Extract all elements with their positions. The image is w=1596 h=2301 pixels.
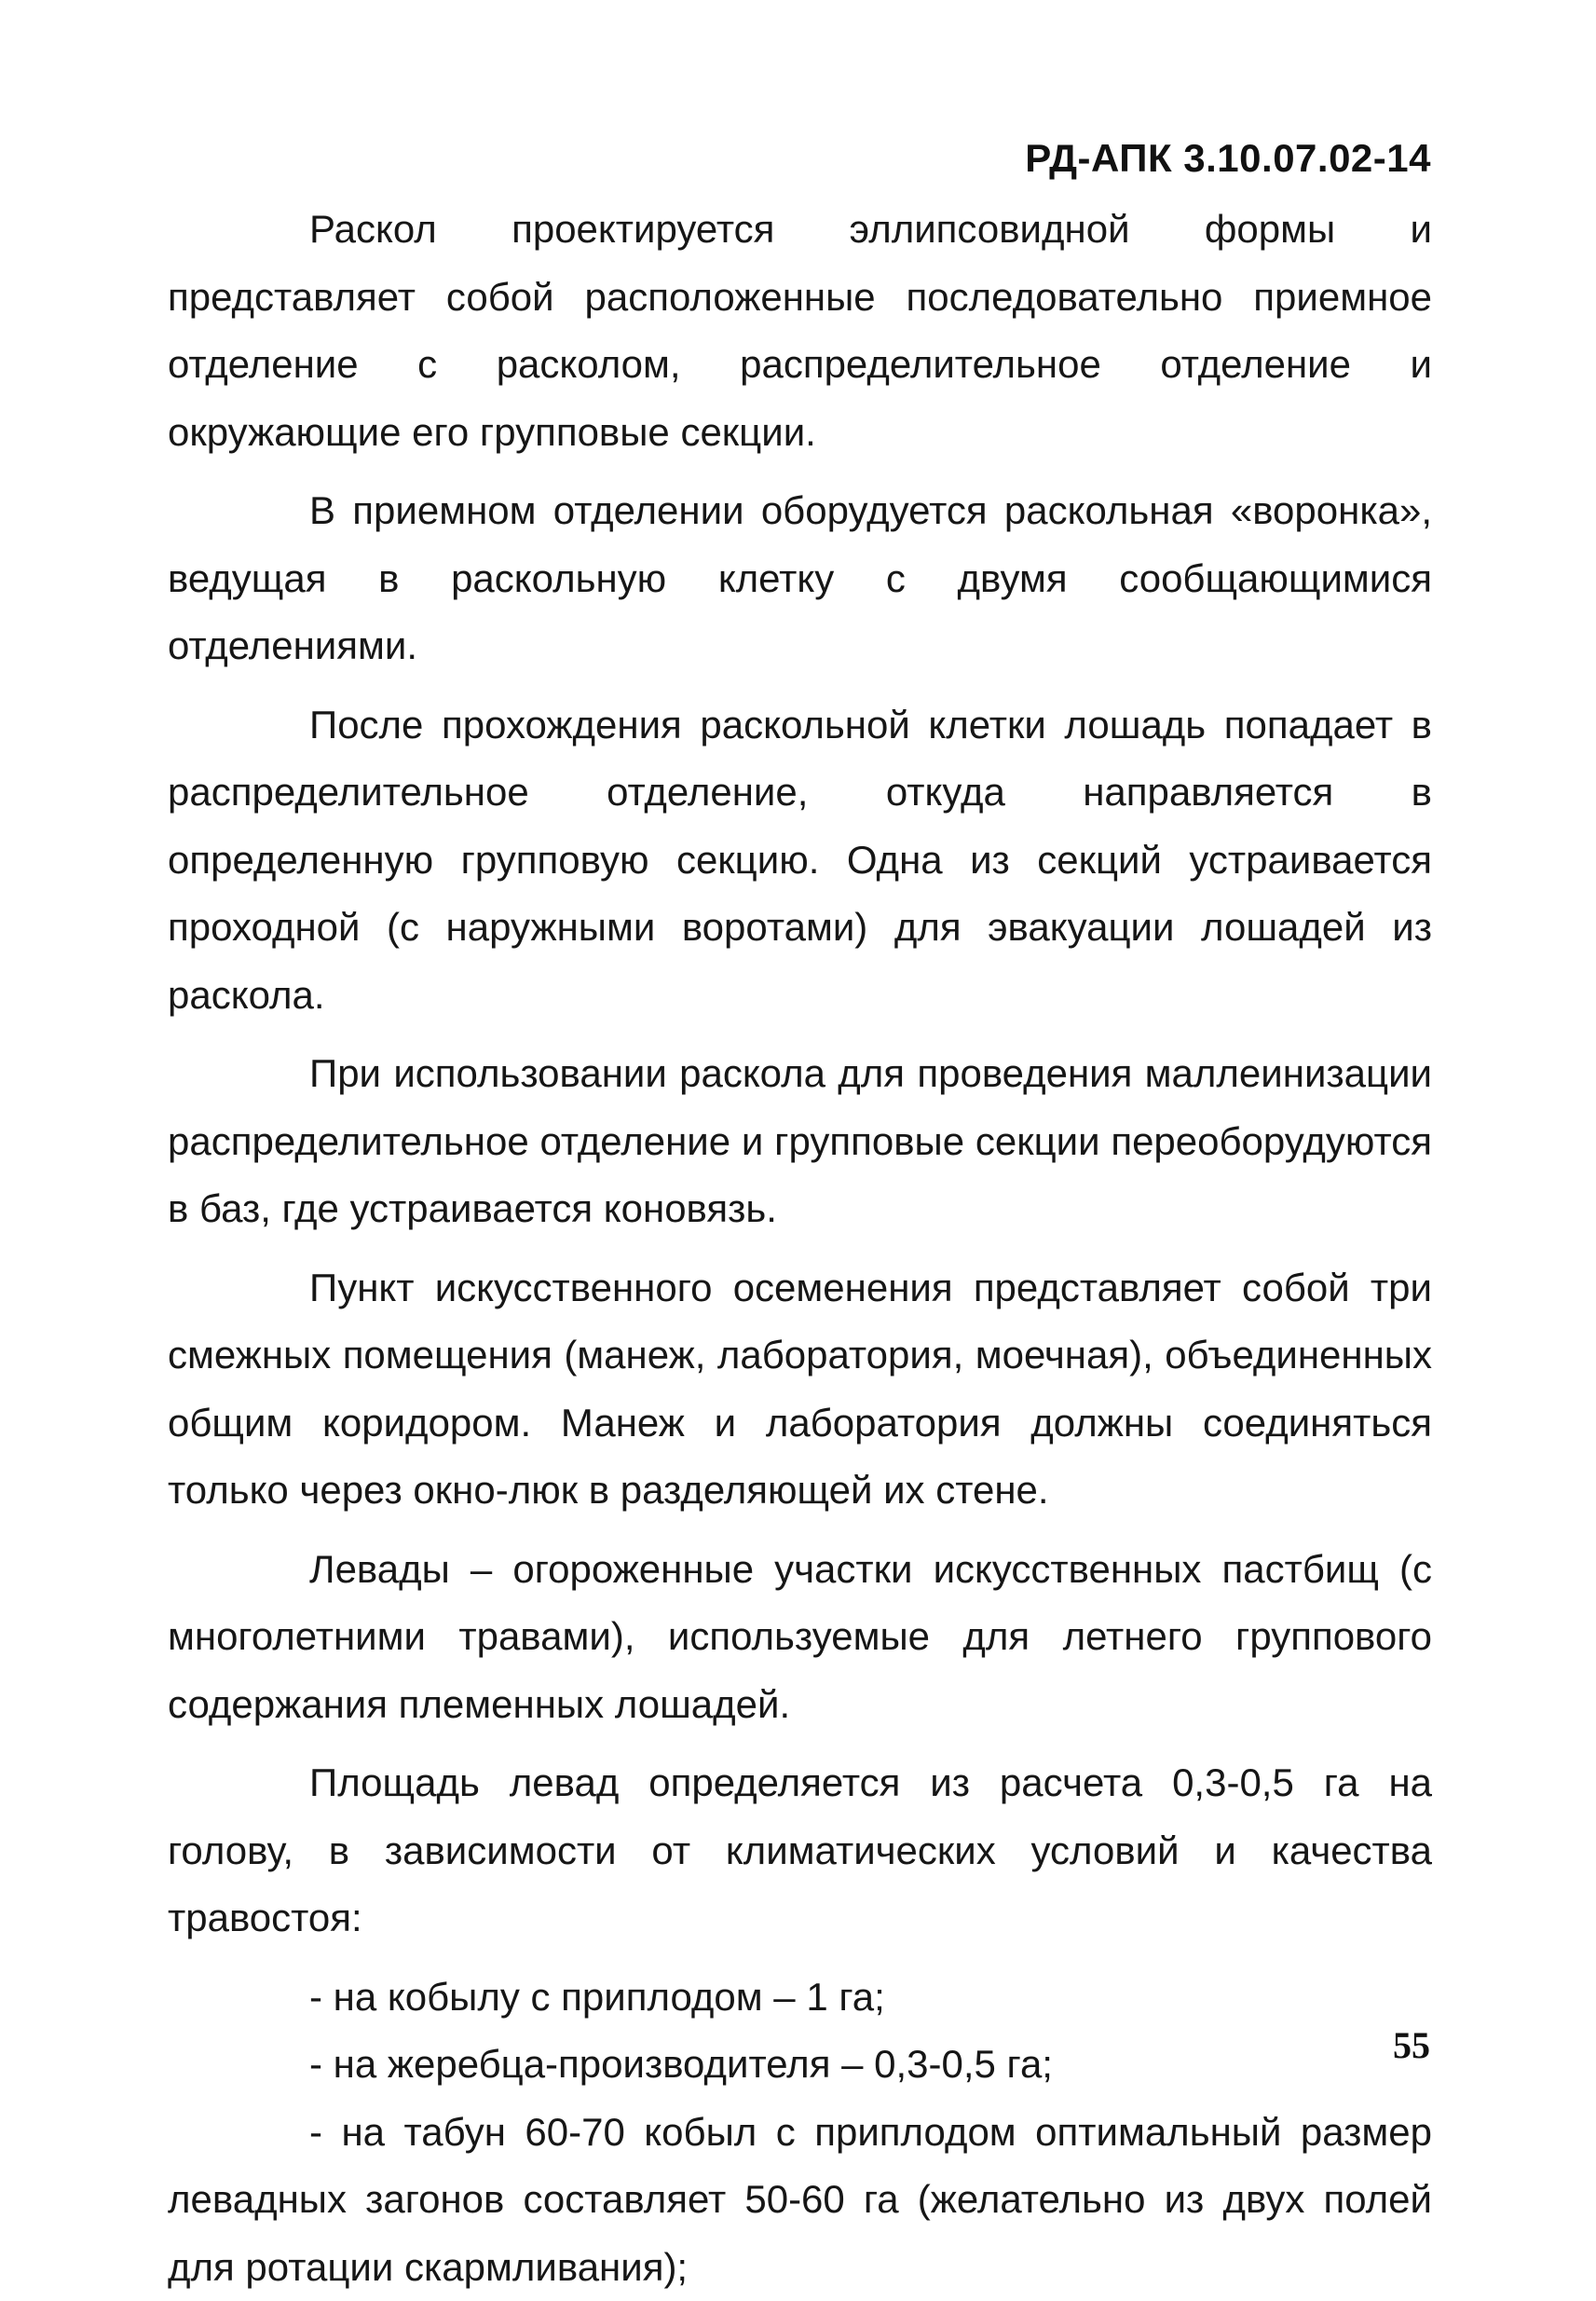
paragraph-malleinization: При использовании раскола для проведения маллеинизации распределительное отделение и групповые секции переоборудуются в баз, где устраивается коновязь. (168, 1040, 1432, 1243)
document-code: РД-АПК 3.10.07.02-14 (1025, 136, 1431, 181)
paragraph-levady: Левады – огороженные участки искусственных пастбищ (с многолетними травами), используемые для летнего группового содержания племенных лошадей. (168, 1536, 1432, 1739)
paragraph-receiving-section: В приемном отделении оборудуется раскольная «воронка», ведущая в раскольную клетку с двумя сообщающимися отделениями. (168, 477, 1432, 680)
list-item-stallion: - на жеребца-производителя – 0,3-0,5 га; (168, 2031, 1432, 2099)
list-item-herd: - на табун 60-70 кобыл с приплодом оптимальный размер левадных загонов составляет 50-60 га (желательно из двух полей для ротации скармливания); (168, 2099, 1432, 2301)
body-text (168, 196, 1432, 2301)
paragraph-after-cage: После прохождения раскольной клетки лошадь попадает в распределительное отделение, откуда направляется в определенную групповую секцию. Одна из секций устраивается проходной (с наружными воротами) для эвакуации лошадей из раскола. (168, 692, 1432, 1030)
paragraph-levady-area: Площадь левад определяется из расчета 0,3-0,5 га на голову, в зависимости от климатических условий и качества травостоя: (168, 1749, 1432, 1952)
paragraph-raskol-shape: Раскол проектируется эллипсовидной формы и представляет собой расположенные последовательно приемное отделение с расколом, распределительное отделение и окружающие его групповые секции. (168, 196, 1432, 466)
paragraph-insemination-point: Пункт искусственного осеменения представляет собой три смежных помещения (манеж, лаборатория, моечная), объединенных общим коридором. Манеж и лаборатория должны соединяться только через окно-люк в разделяющей их стене. (168, 1254, 1432, 1525)
list-item-mare: - на кобылу с приплодом – 1 га; (168, 1964, 1432, 2032)
page-number: 55 (1393, 2023, 1430, 2067)
